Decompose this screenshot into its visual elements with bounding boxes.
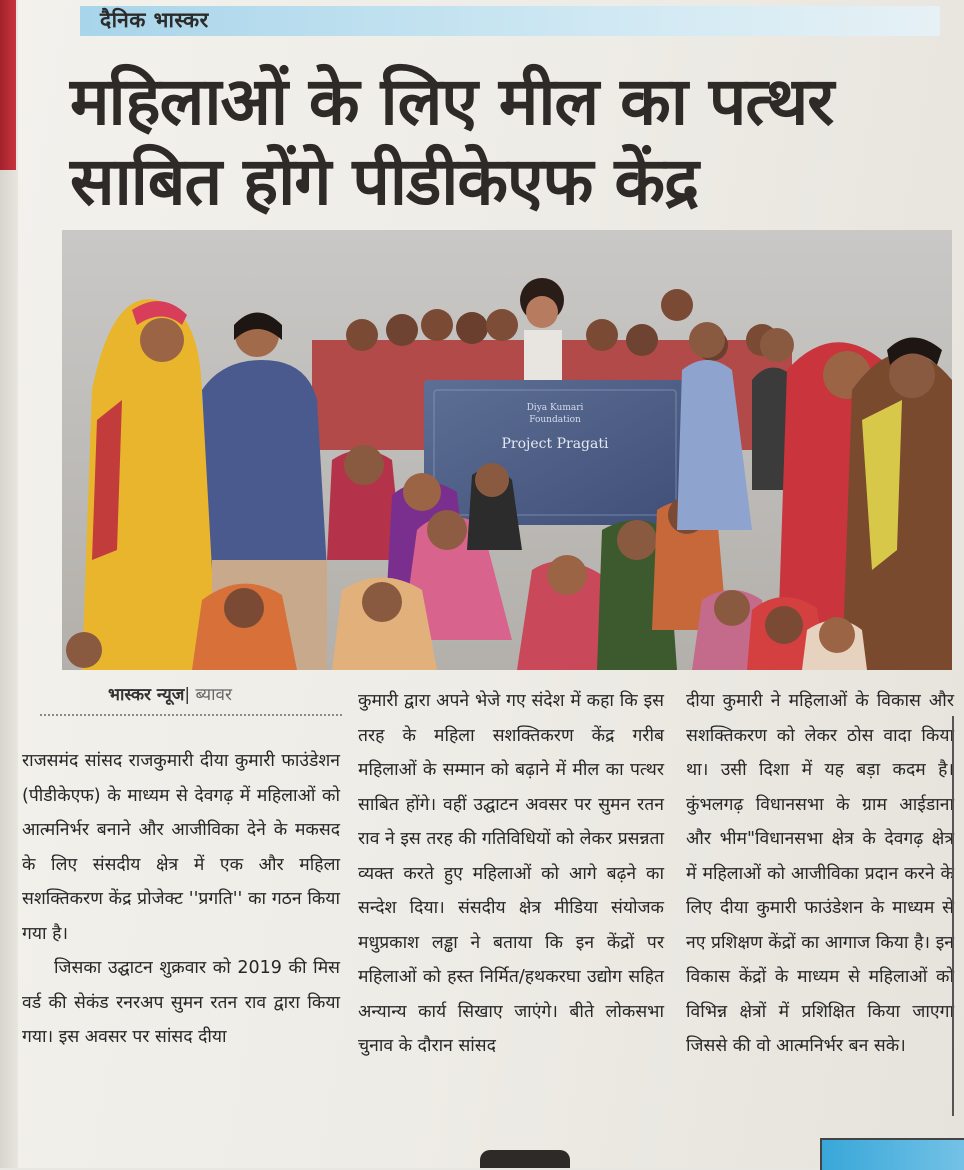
byline-divider [40, 714, 342, 716]
byline-separator: | [184, 685, 196, 705]
group-photo [62, 230, 952, 670]
adjacent-page-edge [0, 0, 16, 170]
next-headline-fragment [480, 1150, 570, 1168]
banner-main-text: Project Pragati [501, 436, 609, 452]
byline-place: ब्यावर [195, 685, 232, 705]
masthead-title: दैनिक भास्कर [100, 8, 209, 32]
group-photo-illustration [62, 230, 952, 670]
article-column-3 [686, 684, 954, 1064]
page-edge-shadow [0, 0, 18, 1168]
headline-line-1: महिलाओं के लिए मील का पत्थर [70, 63, 834, 140]
adjacent-blue-box [820, 1138, 964, 1170]
adjacent-article-border [952, 716, 964, 1116]
column-3-paragraph: दीया कुमारी ने महिलाओं के विकास और सशक्तिकरण को लेकर ठोस वादा किया था। उसी दिशा में यह बड़ा कदम है। कुंभलगढ़ विधानसभा के ग्राम आईडाना और भीम"विधानसभा क्षेत्र के देवगढ़ क्षेत्र में महिलाओं को आजीविका प्रदान करने के लिए दीया कुमारी फाउंडेशन के माध्यम से नए प्रशिक्षण केंद्रों का आगाज किया है। इन विकास केंद्रों के माध्यम से महिलाओं को विभिन्न क्षेत्रों में प्रशिक्षित किया जाएगा जिससे की वो आत्मनिर्भर बन सके। [686, 691, 954, 1056]
headline-line-2: साबित होंगे पीडीकेएफ केंद्र [70, 143, 699, 220]
byline [108, 682, 232, 705]
byline-agency: भास्कर न्यूज [108, 685, 185, 705]
column-2-paragraph: कुमारी द्वारा अपने भेजे गए संदेश में कहा कि इस तरह के महिला सशक्तिकरण केंद्र गरीब महिलाओं के सम्मान को बढ़ाने में मील का पत्थर साबित होंगे। वहीं उद्घाटन अवसर पर सुमन रतन राव ने इस तरह की गतिविधियों को लेकर प्रसन्नता व्यक्त करते हुए महिलाओं को आगे बढ़ने का सन्देश दिया। संसदीय क्षेत्र मीडिया संयोजक मधुप्रकाश लड्ढा ने बताया कि इन केंद्रों पर महिलाओं को हस्त निर्मित/हथकरघा उद्योग सहित अन्यान्य कार्य सिखाए जाएंगे। बीते लोकसभा चुनाव के दौरान सांसद [358, 691, 664, 1056]
column-1-paragraph-2: जिसका उद्घाटन शुक्रवार को 2019 की मिस वर्ड की सेकंड रनरअप सुमन रतन राव द्वारा किया गया। इस अवसर पर सांसद दीया [22, 958, 340, 1047]
column-1-paragraph-1: राजसमंद सांसद राजकुमारी दीया कुमारी फाउंडेशन (पीडीकेएफ) के माध्यम से देवगढ़ में महिलाओं को आत्मनिर्भर बनाने और आजीविका देने के मकसद के लिए संसदीय क्षेत्र में एक और महिला सशक्तिकरण केंद्र प्रोजेक्ट ''प्रगति'' का गठन किया गया है। [22, 751, 340, 944]
project-banner [424, 380, 686, 525]
article-column-2 [358, 684, 664, 1064]
headline [70, 62, 950, 222]
banner-line-1: Diya Kumari [526, 403, 584, 413]
banner-line-2: Foundation [529, 415, 581, 425]
masthead-band [80, 6, 940, 36]
article-column-1 [22, 744, 340, 1055]
